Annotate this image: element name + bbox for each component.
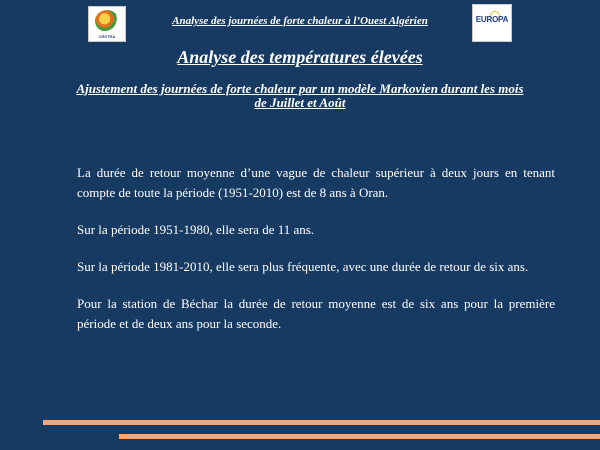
paragraph-oran-full-period: La durée de retour moyenne d’une vague de chaleur supérieur à deux jours en tenant compte de toute la période (1951-2010) est de 8 ans à Oran. [77, 165, 555, 200]
header-title: Analyse des journées de forte chaleur à l’Ouest Algérien [172, 15, 428, 27]
decorative-line-top [43, 420, 600, 425]
paragraph-1951-1980: Sur la période 1951-1980, elle sera de 11 ans. [77, 222, 315, 237]
paragraph-1981-2010: Sur la période 1981-2010, elle sera plus fréquente, avec une durée de retour de six ans. [77, 259, 529, 274]
paragraph-bechar: Pour la station de Béchar la durée de retour moyenne est de six ans pour la première période et de deux ans pour la seconde. [77, 296, 555, 331]
decorative-line-bottom [119, 434, 600, 439]
logo-right-label: EUROPA [475, 15, 509, 24]
body-text [77, 163, 555, 334]
europa-logo [472, 4, 512, 42]
slide-title: Analyse des températures élevées [177, 47, 423, 67]
logo-left-label: CRSTRA [98, 34, 116, 39]
slide-subtitle: Ajustement des journées de forte chaleur par un modèle Markovien durant les mois de Juillet et Août [76, 81, 524, 110]
